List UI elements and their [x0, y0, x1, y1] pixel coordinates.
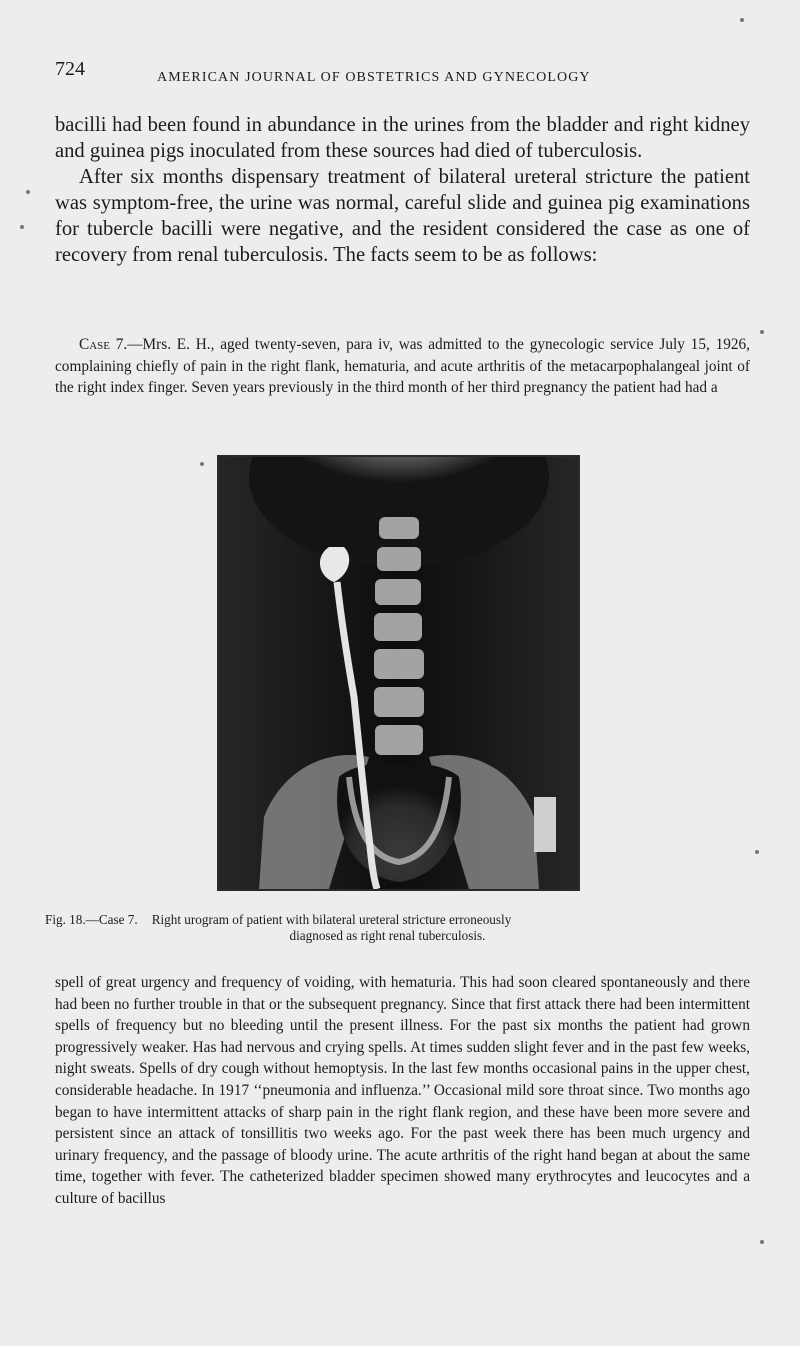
scan-speck — [755, 850, 759, 854]
scan-speck — [20, 225, 24, 229]
page-header — [55, 58, 758, 88]
case-history-part-1 — [55, 334, 750, 399]
figure-caption-line-2: diagnosed as right renal tuberculosis. — [289, 928, 486, 943]
case-label: Case 7. — [79, 336, 128, 353]
case-text-after-figure: spell of great urgency and frequency of voiding, with hematuria. This had soon cleared spontaneously and there had been no further trouble in that or the subsequent pregnancy. Since that first attack there had been intermittent spells of frequency but no bleeding until the present illness. For the past six months the patient had grown progressively weaker. Has had nervous and crying spells. At times sudden slight fever and in the past few weeks, night sweats. Spells of dry cough without hemoptysis. In the last few months occasional pains in the upper chest, considerable headache. In 1917 ‘‘pneumonia and influenza.’’ Occasional mild sore throat since. Two months ago began to have intermittent attacks of sharp pain in the right flank region, and these have been more severe and persistent since an attack of tonsillitis two weeks ago. For the past week there has been much urgency and urinary frequency, and the passage of bloody urine. The acute arthritis of the right hand began at about the same time, together with fever. The catheterized bladder specimen showed many erythrocytes and leucocytes and a culture of bacillus — [55, 974, 750, 1207]
intro-paragraph-2: After six months dispensary treatment of bilateral ureteral stricture the patient was symptom-free, the urine was normal, careful slide and guinea pig examinations for tubercle bacilli were negative, and the resident considered the case as one of recovery from renal tuberculosis. The facts seem to be as follows: — [55, 166, 750, 266]
figure-label: Fig. 18.—Case 7. — [45, 912, 138, 927]
scan-speck — [26, 190, 30, 194]
scan-speck — [760, 330, 764, 334]
figure-caption-line-1: Right urogram of patient with bilateral ureteral stricture erroneously — [151, 912, 512, 927]
page-number: 724 — [55, 58, 85, 80]
figure-caption — [45, 912, 750, 944]
intro-paragraph-1: bacilli had been found in abundance in the urines from the bladder and right kidney and guinea pigs inoculated from these sources had died of tuberculosis. — [55, 114, 750, 162]
urogram-figure — [217, 455, 580, 891]
case-text-before-figure: —Mrs. E. H., aged twenty-seven, para iv, was admitted to the gynecologic service July 15, 1926, complaining chiefly of pain in the right flank, hematuria, and acute arthritis of the metacarpophalangeal joint of the right index finger. Seven years previously in the third month of her third pregnancy the patient had had a — [55, 336, 750, 397]
scan-speck — [740, 18, 744, 22]
scan-speck — [760, 1240, 764, 1244]
scan-speck — [200, 462, 204, 466]
intro-text — [55, 112, 750, 268]
urogram-xray-image — [219, 457, 578, 889]
running-head: AMERICAN JOURNAL OF OBSTETRICS AND GYNECOLOGY — [157, 70, 591, 85]
case-history-part-2 — [55, 972, 750, 1210]
